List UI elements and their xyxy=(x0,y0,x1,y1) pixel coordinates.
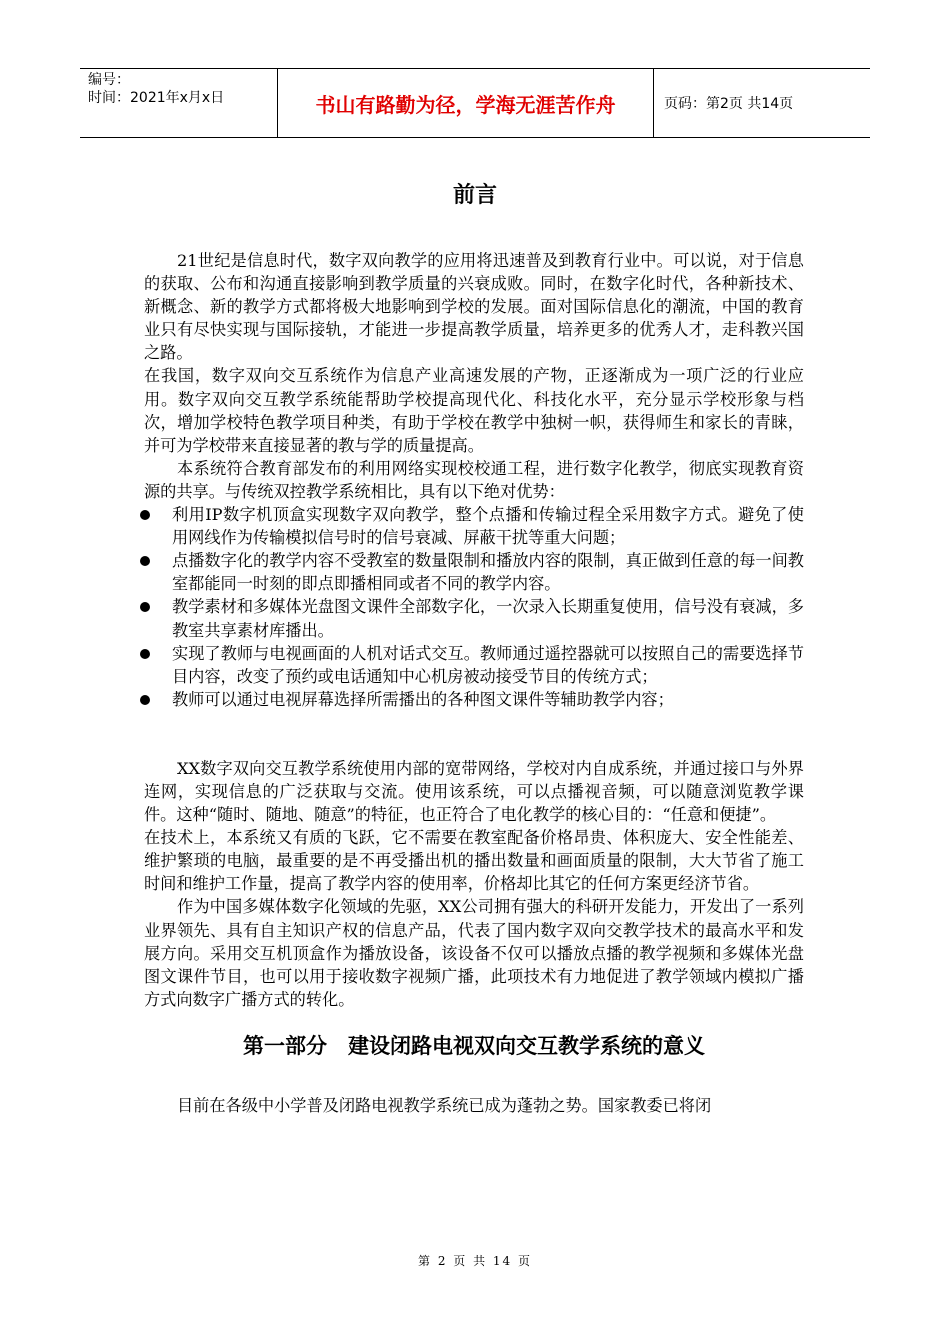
header-time-label: 时间：2021年x月x日 xyxy=(88,90,225,106)
list-item-text: 点播数字化的教学内容不受教室的数量限制和播放内容的限制，真正做到任意的每一间教室都能同一时刻的即点即播相同或者不同的教学内容。 xyxy=(172,551,804,594)
bullet-icon xyxy=(140,510,150,520)
header-meta xyxy=(80,69,278,137)
paragraph-intro-1: 21世纪是信息时代，数字双向教学的应用将迅速普及到教育行业中。可以说，对于信息的获取、公布和沟通直接影响到教学质量的兴衰成败。同时，在数字化时代，各种新技术、新概念、新的教学方式都将极大地影响到学校的发展。面对国际信息化的潮流，中国的教育业只有尽快实现与国际接轨，才能进一步提高教学质量，培养更多的优秀人才，走科教兴国之路。 xyxy=(144,251,804,363)
list-item-text: 实现了教师与电视画面的人机对话式交互。教师通过遥控器就可以按照自己的需要选择节目内容，改变了预约或电话通知中心机房被动接受节目的传统方式； xyxy=(172,643,804,686)
list-item xyxy=(144,549,804,595)
header-number-label: 编号： xyxy=(88,72,130,88)
section-title: 第一部分 建设闭路电视双向交互教学系统的意义 xyxy=(243,1033,705,1058)
page-header xyxy=(80,68,870,138)
header-motto: 书山有路勤为径，学海无涯苦作舟 xyxy=(278,69,654,137)
advantages-list xyxy=(144,503,804,711)
paragraph-system-2: 在技术上，本系统又有质的飞跃，它不需要在教室配备价格昂贵、体积庞大、安全性能差、维护繁琐的电脑，最重要的是不再受播出机的播出数量和画面质量的限制，大大节省了施工时间和维护工作量，提高了教学内容的使用率，价格却比其它的任何方案更经济节省。 xyxy=(144,828,804,894)
list-item-text: 教学素材和多媒体光盘图文课件全部数字化，一次录入长期重复使用，信号没有衰减，多教室共享素材库播出。 xyxy=(172,597,804,640)
page-title: 前言 xyxy=(452,183,497,208)
list-item-text: 利用IP数字机顶盒实现数字双向教学，整个点播和传输过程全采用数字方式。避免了使用网线作为传输模拟信号时的信号衰减、屏蔽干扰等重大问题； xyxy=(172,505,804,548)
list-item-text: 教师可以通过电视屏幕选择所需播出的各种图文课件等辅助教学内容； xyxy=(172,689,674,709)
bullet-icon xyxy=(140,556,150,566)
list-item xyxy=(144,688,804,711)
paragraph-intro-2: 在我国，数字双向交互系统作为信息产业高速发展的产物，正逐渐成为一项广泛的行业应用。数字双向交互教学系统能帮助学校提高现代化、科技化水平，充分显示学校形象与档次，增加学校特色教学项目种类，有助于学校在教学中独树一帜，获得师生和家长的青睐，并可为学校带来直接显著的教与学的质量提高。 xyxy=(144,366,804,455)
list-item xyxy=(144,642,804,688)
paragraph-section-1: 目前在各级中小学普及闭路电视教学系统已成为蓬勃之势。国家教委已将闭 xyxy=(177,1096,712,1115)
page-footer: 第 2 页 共 14 页 xyxy=(418,1254,532,1268)
spacer xyxy=(144,711,804,757)
document-body xyxy=(144,249,804,1117)
list-item xyxy=(144,595,804,641)
paragraph-system-1: XX数字双向交互教学系统使用内部的宽带网络，学校对内自成系统，并通过接口与外界连网，实现信息的广泛获取与交流。使用该系统，可以点播视音频，可以随意浏览教学课件。这种“随时、随地、随意”的特征，也正符合了电化教学的核心目的：“任意和便捷”。 xyxy=(144,758,804,825)
bullet-icon xyxy=(140,695,150,705)
paragraph-system-3: 作为中国多媒体数字化领域的先驱，XX公司拥有强大的科研开发能力，开发出了一系列业界领先、具有自主知识产权的信息产品，代表了国内数字双向交教学技术的最高水平和发展方向。采用交互机顶盒作为播放设备，该设备不仅可以播放点播的教学视频和多媒体光盘图文课件节目，也可以用于接收数字视频广播，此项技术有力地促进了教学领域内模拟广播方式向数字广播方式的转化。 xyxy=(144,897,804,1009)
bullet-icon xyxy=(140,602,150,612)
bullet-icon xyxy=(140,649,150,659)
header-page-info: 页码：第2页 共14页 xyxy=(664,96,794,112)
paragraph-intro-3: 本系统符合教育部发布的利用网络实现校校通工程，进行数字化教学，彻底实现教育资源的共享。与传统双控教学系统相比，具有以下绝对优势： xyxy=(144,458,804,501)
list-item xyxy=(144,503,804,549)
